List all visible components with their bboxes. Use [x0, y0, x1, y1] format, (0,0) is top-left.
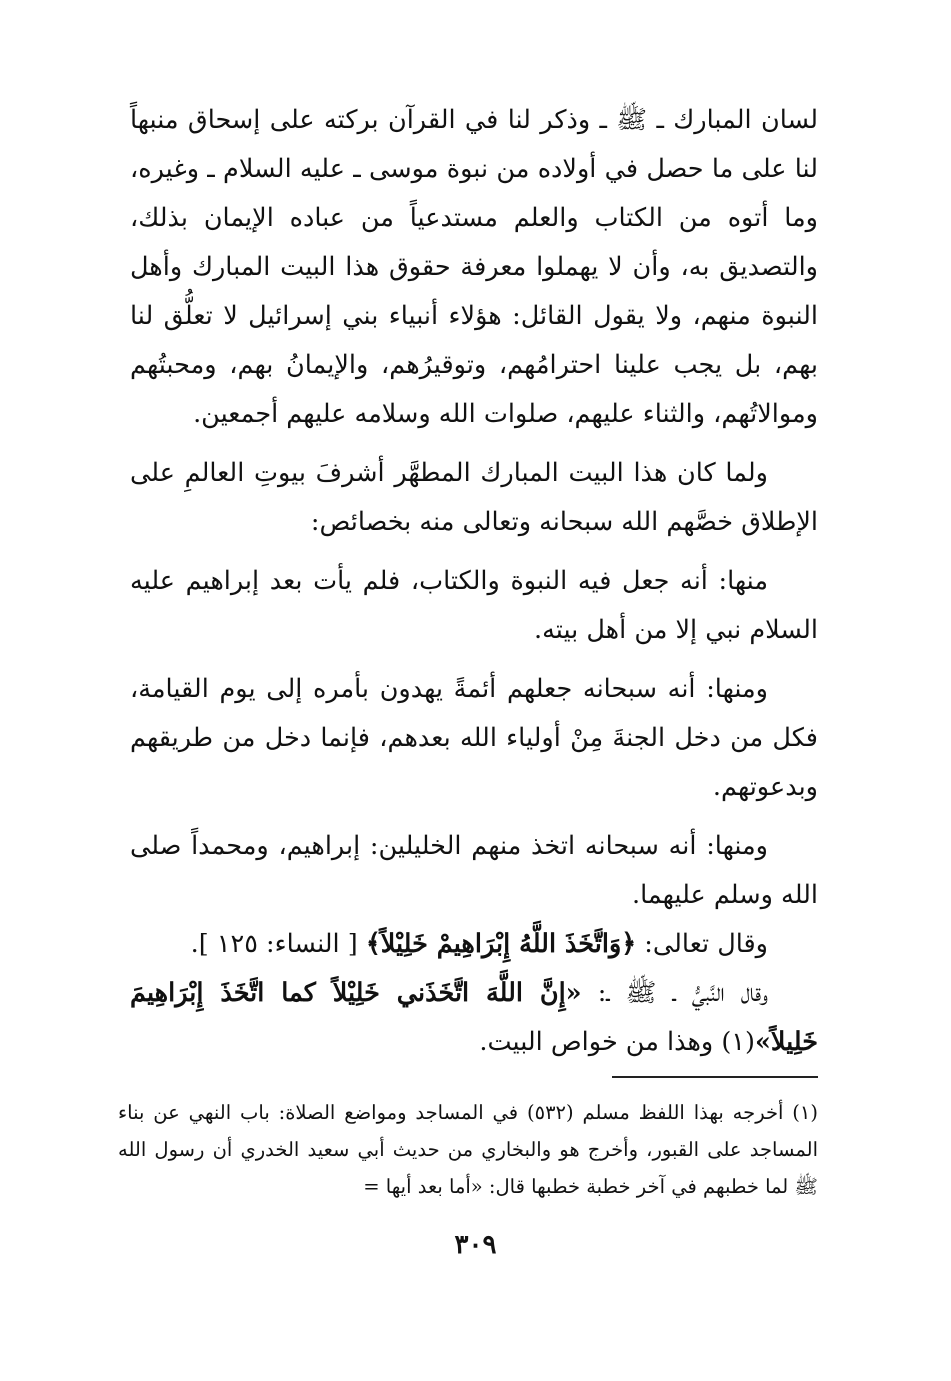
hadith-intro: وقال النَّبيُّ ـ ﷺ ـ: — [581, 978, 768, 1008]
page-number: ٣٠٩ — [454, 1230, 497, 1260]
paragraph-1: لسان المبارك ـ ﷺ ـ وذكر لنا في القرآن بركته على إسحاق منبهاً لنا على ما حصل في أولاده من نبوة موسى ـ عليه السلام ـ وغيره، وما أتوه من الكتاب والعلم مستدعياً من عباده الإيمان بذلك، والتصديق به، وأن لا يهملوا معرفة حقوق هذا البيت المبارك وأهل النبوة منهم، ولا يقول القائل: هؤلاء أنبياء بني إسرائيل لا تعلُّق لنا بهم، بل يجب علينا احترامُهم، وتوقيرُهم، والإيمانُ بهم، ومحبتُهم وموالاتُهم، والثناء عليهم، صلوات الله وسلامه عليهم أجمعين. — [130, 105, 818, 429]
hadith-text: «إِنَّ اللَّهَ اتَّخَذَني خَلِيْلاً كما اتَّخَذَ إِبْرَاهِيمَ خَلِيلاً» — [130, 978, 818, 1057]
quran-quote-paragraph — [130, 920, 818, 969]
paragraph-2: ولما كان هذا البيت المبارك المطهَّر أشرفَ بيوتِ العالمِ على الإطلاق خصَّهم الله سبحانه وتعالى منه بخصائص: — [130, 458, 818, 537]
paragraph-3: منها: أنه جعل فيه النبوة والكتاب، فلم يأت بعد إبراهيم عليه السلام نبي إلا من أهل بيته. — [130, 566, 818, 645]
footnote-marker: (١) — [721, 1027, 755, 1057]
hadith-outro: وهذا من خواص البيت. — [479, 1027, 722, 1057]
quote-intro: وقال تعالى: — [636, 929, 768, 959]
footnote-1: (١) أخرجه بهذا اللفظ مسلم (٥٣٢) في المساجد ومواضع الصلاة: باب النهي عن بناء المساجد على القبور، وأخرج هو والبخاري من حديث أبي سعيد الخدري أن رسول الله ﷺ لما خطبهم في آخر خطبة خطبها قال: «أما بعد أيها = — [118, 1101, 819, 1198]
quran-verse: ﴿وَاتَّخَذَ اللَّهُ إِبْرَاهِيمْ خَلِيْلاً﴾ — [365, 929, 637, 959]
main-text — [130, 96, 818, 1067]
verse-reference: [ النساء: ١٢٥ ]. — [190, 929, 366, 959]
paragraph-4: ومنها: أنه سبحانه جعلهم أئمةً يهدون بأمره إلى يوم القيامة، فكل من دخل الجنةَ مِنْ أولياء الله بعدهم، فإنما دخل من طريقهم وبدعوتهم. — [130, 674, 818, 802]
footnotes — [118, 1094, 818, 1205]
footnote-separator — [612, 1076, 818, 1078]
paragraph-5: ومنها: أنه سبحانه اتخذ منهم الخليلين: إبراهيم، ومحمداً صلى الله وسلم عليهما. — [130, 831, 818, 910]
hadith-quote-paragraph — [130, 969, 818, 1067]
